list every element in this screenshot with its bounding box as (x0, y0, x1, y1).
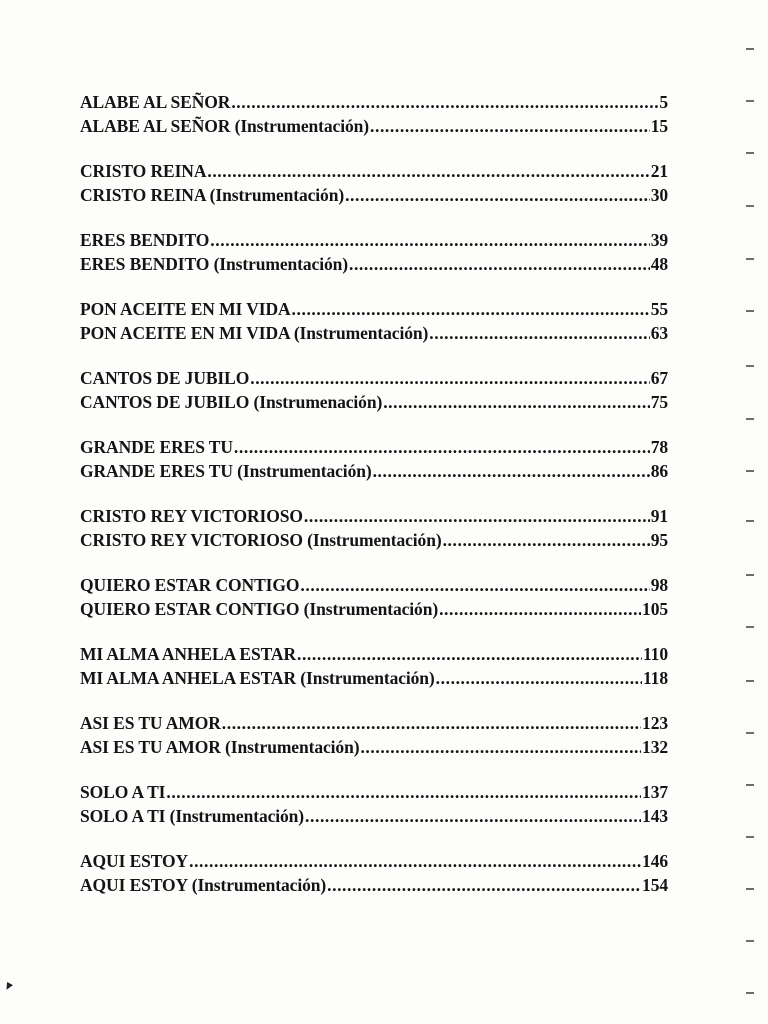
dot-leader (304, 506, 650, 527)
dot-leader (373, 461, 650, 482)
binding-mark (746, 626, 754, 628)
toc-entry-page-number: 5 (659, 92, 668, 112)
toc-group (80, 506, 668, 554)
toc-group (80, 161, 668, 209)
toc-entry-page-number: 132 (642, 737, 668, 757)
binding-mark (746, 470, 754, 472)
toc-entry-title: AQUI ESTOY (80, 851, 189, 871)
dot-leader (250, 368, 649, 389)
toc-entry-page-number: 137 (642, 782, 668, 802)
dot-leader (439, 599, 641, 620)
toc-entry (80, 506, 668, 530)
toc-entry-title: QUIERO ESTAR CONTIGO (80, 575, 300, 595)
toc-entry-title: SOLO A TI (80, 782, 166, 802)
toc-group (80, 368, 668, 416)
toc-entry-title: PON ACEITE EN MI VIDA (Instrumentación) (80, 323, 429, 343)
toc-entry-title: ERES BENDITO (80, 230, 210, 250)
binding-mark (746, 365, 754, 367)
toc-entry-page-number: 86 (650, 461, 668, 481)
binding-mark (746, 258, 754, 260)
toc-entry-title: MI ALMA ANHELA ESTAR (Instrumentación) (80, 668, 435, 688)
toc-entry (80, 92, 668, 116)
toc-entry (80, 782, 668, 806)
binding-mark (746, 100, 754, 102)
dot-leader (327, 875, 641, 896)
toc-entry (80, 530, 668, 554)
toc-entry-page-number: 55 (650, 299, 668, 319)
dot-leader (436, 668, 642, 689)
binding-mark (746, 48, 754, 50)
toc-entry-page-number: 21 (650, 161, 668, 181)
binding-mark (746, 574, 754, 576)
toc-entry (80, 806, 668, 830)
dot-leader (300, 575, 649, 596)
toc-entry-page-number: 143 (642, 806, 668, 826)
dot-leader (210, 230, 649, 251)
dot-leader (429, 323, 649, 344)
toc-entry-page-number: 30 (650, 185, 668, 205)
toc-entry-page-number: 146 (642, 851, 668, 871)
toc-entry (80, 185, 668, 209)
toc-group (80, 230, 668, 278)
toc-entry-title: CRISTO REY VICTORIOSO (80, 506, 303, 526)
scan-speck (3, 980, 13, 990)
toc-entry-page-number: 67 (650, 368, 668, 388)
toc-entry (80, 461, 668, 485)
binding-mark (746, 992, 754, 994)
dot-leader (292, 299, 650, 320)
binding-mark (746, 784, 754, 786)
toc-entry-page-number: 78 (650, 437, 668, 457)
toc-entry (80, 575, 668, 599)
toc-entry (80, 599, 668, 623)
toc-entry-title: PON ACEITE EN MI VIDA (80, 299, 291, 319)
toc-entry-title: AQUI ESTOY (Instrumentación) (80, 875, 327, 895)
toc-entry-title: ASI ES TU AMOR (80, 713, 221, 733)
binding-mark (746, 888, 754, 890)
toc-entry-page-number: 118 (643, 668, 668, 688)
binding-mark (746, 152, 754, 154)
toc-entry-page-number: 105 (642, 599, 668, 619)
dot-leader (360, 737, 641, 758)
toc-entry (80, 116, 668, 140)
dot-leader (166, 782, 641, 803)
toc-entry (80, 737, 668, 761)
dot-leader (443, 530, 650, 551)
toc-entry (80, 713, 668, 737)
toc-entry (80, 392, 668, 416)
toc-entry (80, 368, 668, 392)
toc-entry (80, 644, 668, 668)
dot-leader (345, 185, 650, 206)
toc-entry-page-number: 15 (650, 116, 668, 136)
toc-entry-title: CANTOS DE JUBILO (80, 368, 250, 388)
dot-leader (305, 806, 641, 827)
toc-entry-page-number: 63 (650, 323, 668, 343)
binding-mark (746, 205, 754, 207)
toc-entry-page-number: 91 (650, 506, 668, 526)
toc-entry (80, 668, 668, 692)
toc-entry-page-number: 154 (642, 875, 668, 895)
toc-group (80, 299, 668, 347)
toc-group (80, 782, 668, 830)
toc-entry-page-number: 48 (650, 254, 668, 274)
binding-mark (746, 310, 754, 312)
toc-group (80, 92, 668, 140)
binding-mark (746, 732, 754, 734)
toc-entry-page-number: 110 (643, 644, 668, 664)
dot-leader (383, 392, 650, 413)
toc-entry-title: ASI ES TU AMOR (Instrumentación) (80, 737, 360, 757)
toc-entry (80, 230, 668, 254)
toc-group (80, 644, 668, 692)
toc-entry-title: ALABE AL SEÑOR (80, 92, 231, 112)
toc-entry-page-number: 75 (650, 392, 668, 412)
toc-entry-page-number: 123 (642, 713, 668, 733)
toc-entry (80, 161, 668, 185)
binding-mark (746, 520, 754, 522)
dot-leader (231, 92, 658, 113)
toc-entry (80, 851, 668, 875)
toc-group (80, 437, 668, 485)
toc-entry-title: CANTOS DE JUBILO (Instrumenación) (80, 392, 383, 412)
toc-entry-title: CRISTO REINA (Instrumentación) (80, 185, 345, 205)
toc-entry (80, 254, 668, 278)
toc-entry-title: CRISTO REY VICTORIOSO (Instrumentación) (80, 530, 442, 550)
binding-mark (746, 418, 754, 420)
dot-leader (222, 713, 641, 734)
toc-entry-title: ERES BENDITO (Instrumentación) (80, 254, 348, 274)
dot-leader (207, 161, 649, 182)
toc-entry-title: QUIERO ESTAR CONTIGO (Instrumentación) (80, 599, 439, 619)
toc-group (80, 851, 668, 899)
toc-entry-page-number: 98 (650, 575, 668, 595)
dot-leader (297, 644, 642, 665)
toc-entry-title: ALABE AL SEÑOR (Instrumentación) (80, 116, 369, 136)
toc-entry-title: SOLO A TI (Instrumentación) (80, 806, 305, 826)
toc-entry (80, 299, 668, 323)
dot-leader (234, 437, 650, 458)
dot-leader (189, 851, 641, 872)
toc-entry (80, 875, 668, 899)
dot-leader (370, 116, 650, 137)
toc-entry-title: MI ALMA ANHELA ESTAR (80, 644, 296, 664)
binding-mark (746, 680, 754, 682)
toc-entry-title: CRISTO REINA (80, 161, 207, 181)
toc-entry-page-number: 39 (650, 230, 668, 250)
toc-entry-page-number: 95 (650, 530, 668, 550)
toc-entry (80, 437, 668, 461)
toc-entry-title: GRANDE ERES TU (80, 437, 233, 457)
toc-group (80, 575, 668, 623)
binding-mark (746, 940, 754, 942)
toc-entry-title: GRANDE ERES TU (Instrumentación) (80, 461, 372, 481)
binding-mark (746, 836, 754, 838)
dot-leader (349, 254, 650, 275)
toc-entry (80, 323, 668, 347)
toc-group (80, 713, 668, 761)
table-of-contents (80, 92, 668, 920)
